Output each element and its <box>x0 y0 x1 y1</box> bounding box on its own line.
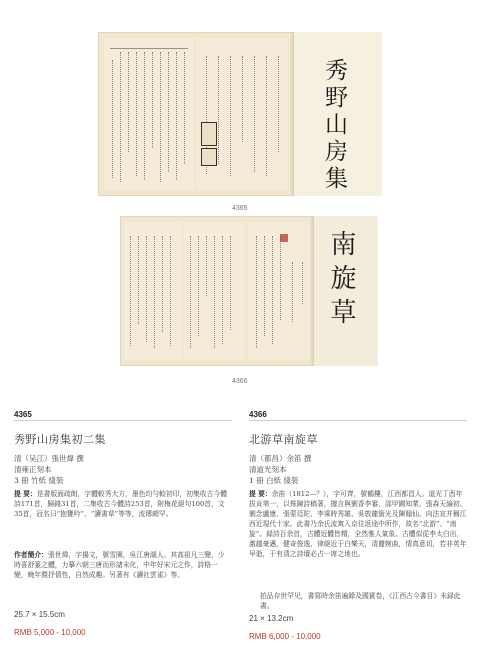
cover-title: 秀野山房集 <box>321 58 347 193</box>
lot-size: 21 × 13.2cm <box>249 614 294 623</box>
plate-caption: 4366 <box>232 378 248 385</box>
summary-text: 余笛（1812—？），字可齊，號鶴樓，江西都昌人。道光丁酉年拔貢第一，以株陳詩稿著，據言與劉香李審、邵甲圃知業、張森天綸初、劉念盧康、張蒙廷陀、李乘時秀雄、吳敦龍銜光及陳翰仙、向法宣并稱江西近現代十家。此書乃余氏流寓入京往返途中所作，故名“北游”、“南旋”。録詩百余首，古體近體皆精，全然雅人氣象。古體似從李太白出，激越豪邁，健奇俊逸，律絕近于白樂天，清麗婉曲，情真意切，若非英年早逝，于有清之詩壇必占一席之地也。 <box>249 490 467 558</box>
summary-label: 提 要： <box>249 490 272 498</box>
lot-edition: 清雍正刻本 <box>14 465 52 474</box>
plate-caption: 4365 <box>232 205 248 212</box>
seal-stamp <box>280 234 288 242</box>
summary-text: 是書版面疏朗，字體較秀大方，墨色均勻較初印，初集收古今體詩171首，歸錢31首，二集收古今體詩253首，附梅花絕句100首，文35首，冠名曰“抱甕吟”、“讀書草”等等，流傳頗罕。 <box>14 490 228 518</box>
seal-stamp <box>201 122 217 146</box>
lot-title: 秀野山房集初二集 <box>14 433 106 446</box>
lot-note: 拍品存世罕见，書寫時余笛遍錄及國賓卷，《江西古今書目》未録此書。 <box>260 592 461 610</box>
lot-estimate: RMB 6,000 - 10,000 <box>249 632 321 641</box>
lot-estimate: RMB 5,000 - 10,000 <box>14 628 86 637</box>
author-bio-text: 張世煒，字揚文，號雪園，吳江唐湖人。其高祖凡三變，少時喜舒篆之體，力摹六朝三唐而形諸未化，中年好宋元之作，詩格一變，晚年暨抒情性，自然成趣。另著有《讀社雲雀》等。 <box>14 551 225 579</box>
lot-size: 25.7 × 15.5cm <box>14 610 65 619</box>
lot-number: 4365 <box>14 410 32 419</box>
lot-author: 清（吴江）張世煒 撰 <box>14 454 84 463</box>
lot-title: 北游草南旋草 <box>249 433 318 446</box>
lot-divider <box>14 420 232 421</box>
lot-number: 4366 <box>249 410 267 419</box>
lot-summary <box>14 489 230 519</box>
cover-title: 南旋草 <box>326 230 356 332</box>
lot-author-bio <box>14 550 230 580</box>
seal-stamp <box>201 148 217 166</box>
lot-4366-photo <box>120 216 378 366</box>
lot-summary <box>249 489 467 559</box>
lot-edition: 清道光刻本 <box>249 465 287 474</box>
lot-volumes: 3 冊 竹紙 綫裝 <box>14 476 64 485</box>
summary-label: 提 要： <box>14 490 37 498</box>
lot-volumes: 1 冊 白紙 綫裝 <box>249 476 299 485</box>
lot-author: 清（都昌）余笛 撰 <box>249 454 312 463</box>
lot-4365-photo <box>98 32 382 196</box>
lot-divider <box>249 420 467 421</box>
author-bio-label: 作者簡介： <box>14 551 48 559</box>
